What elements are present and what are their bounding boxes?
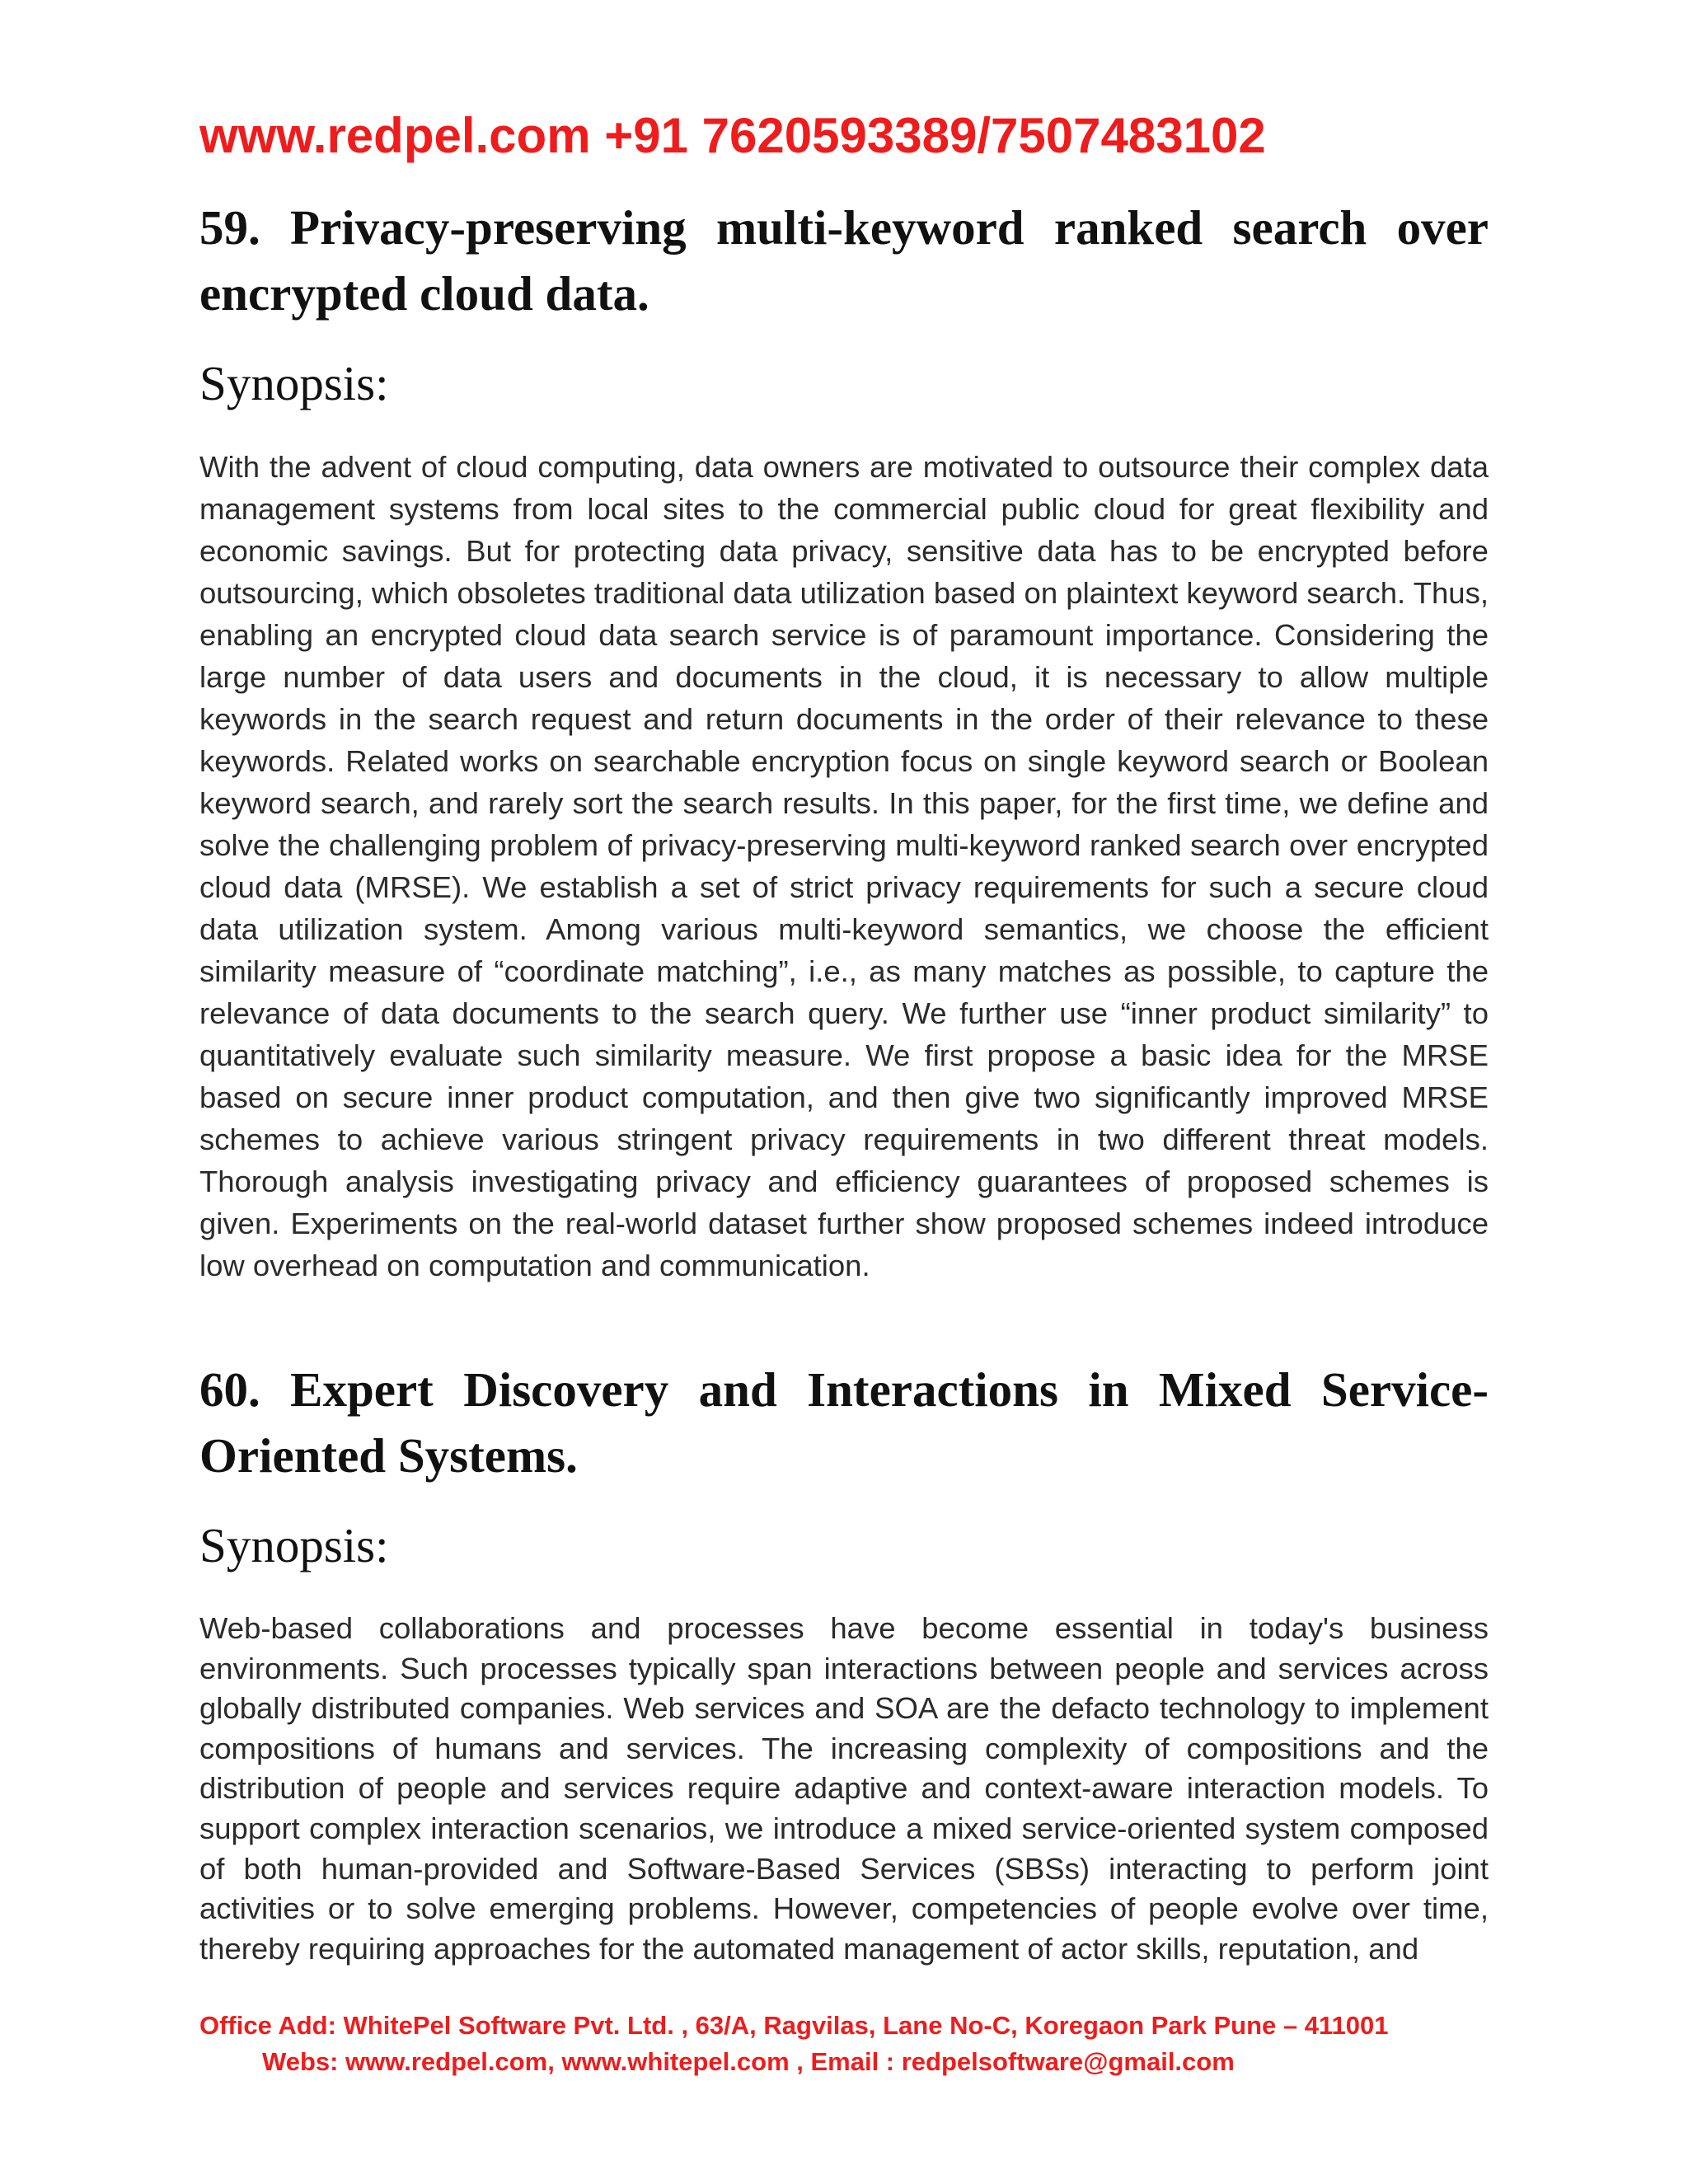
project-59-synopsis-text: With the advent of cloud computing, data owners are motivated to outsource their complex data management systems from local sites to the commercial public cloud for great flexibility and economic savings. But for protecting data privacy, sensitive data has to be encrypted before outsourcing, which obsoletes traditional data utilization based on plaintext keyword search. Thus, enabling an encrypted cloud data search service is of paramount importance. Considering the large number of data users and documents in the cloud, it is necessary to allow multiple keywords in the search request and return documents in the order of their relevance to these keywords. Related works on searchable encryption focus on single keyword search or Boolean keyword search, and rarely sort the search results. In this paper, for the first time, we define and solve the challenging problem of privacy-preserving multi-keyword ranked search over encrypted cloud data (MRSE). We establish a set of strict privacy requirements for such a secure cloud data utilization system. Among various multi-keyword semantics, we choose the efficient similarity measure of “coordinate matching”, i.e., as many matches as possible, to capture the relevance of data documents to the search query. We further use “inner product similarity” to quantitatively evaluate such similarity measure. We first propose a basic idea for the MRSE based on secure inner product computation, and then give two significantly improved MRSE schemes to achieve various stringent privacy requirements in two different threat models. Thorough analysis investigating privacy and efficiency guarantees of proposed schemes is given. Experiments on the real-world dataset further show proposed schemes indeed introduce low overhead on computation and communication. <box>199 450 1489 1282</box>
project-60-title: 60. Expert Discovery and Interactions in Mixed Service-Oriented Systems. <box>199 1362 1489 1483</box>
project-59-title: 59. Privacy-preserving multi-keyword ranked search over encrypted cloud data. <box>199 200 1489 321</box>
project-59-synopsis-heading-wrap <box>199 354 1489 412</box>
footer-webs-email: Webs: www.redpel.com, www.whitepel.com , Email : redpelsoftware@gmail.com <box>262 2047 1235 2076</box>
project-59-synopsis-wrap <box>199 446 1489 1286</box>
project-59-synopsis-heading: Synopsis: <box>199 356 389 410</box>
project-60-synopsis-text: Web-based collaborations and processes have become essential in today's business environments. Such processes typically span interactions between people and services across globally distributed companies. Web services and SOA are the defacto technology to implement compositions of humans and services. The increasing complexity of compositions and the distribution of people and services require adaptive and context-aware interaction models. To support complex interaction scenarios, we introduce a mixed service-oriented system composed of both human-provided and Software-Based Services (SBSs) interacting to perform joint activities or to solve emerging problems. However, competencies of people evolve over time, thereby requiring approaches for the automated management of actor skills, reputation, and <box>199 1611 1489 1966</box>
project-60-synopsis-wrap <box>199 1609 1489 1969</box>
project-59-section <box>199 194 1489 326</box>
project-60-synopsis-heading-wrap <box>199 1516 1489 1574</box>
project-60-section <box>199 1357 1489 1488</box>
footer-office-address: Office Add: WhitePel Software Pvt. Ltd. , 63/A, Ragvilas, Lane No-C, Koregaon Park Pune – 411001 <box>199 2011 1389 2040</box>
contact-header: www.redpel.com +91 7620593389/7507483102 <box>199 108 1266 163</box>
project-60-synopsis-heading: Synopsis: <box>199 1518 389 1572</box>
